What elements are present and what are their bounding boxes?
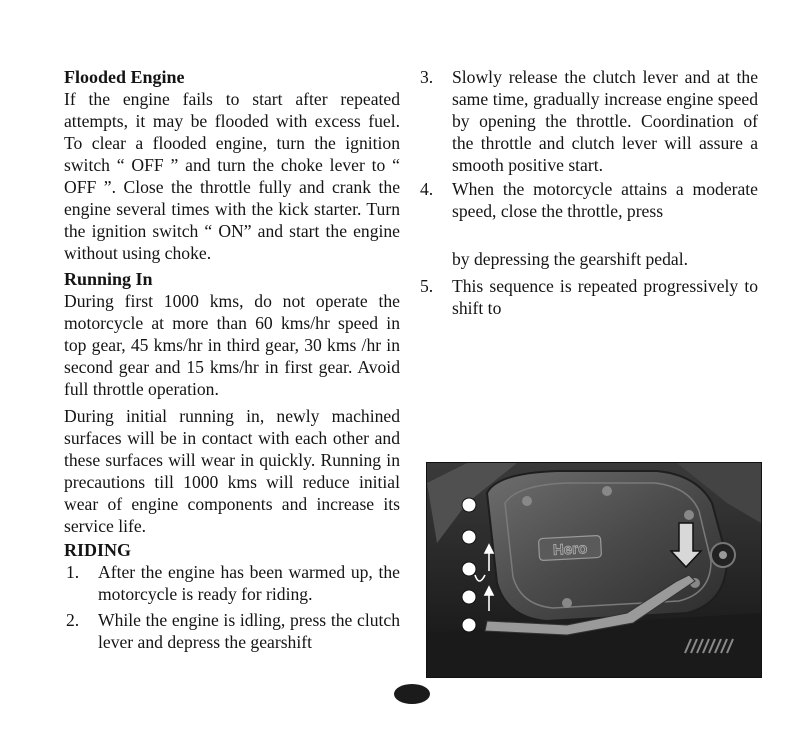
step-text: by depressing the gearshift pedal. xyxy=(452,249,688,269)
gear-marker xyxy=(462,590,476,604)
step-text: While the engine is idling, press the clutch lever and depress the gearshift xyxy=(98,610,400,652)
running-in-text-2: During initial running in, newly machined surfaces will be in contact with each other and these surfaces will wear in quickly. Running in precautions till 1000 kms will reduce initial wear of engine components and increase its service life. xyxy=(64,406,400,536)
running-in-heading: Running In xyxy=(64,269,153,289)
step-number: 1. xyxy=(66,562,80,582)
gear-marker xyxy=(462,530,476,544)
bolt xyxy=(562,598,572,608)
gear-marker xyxy=(462,498,476,512)
gear-marker xyxy=(462,562,476,576)
list-item xyxy=(418,178,758,222)
running-in-text-1: During first 1000 kms, do not operate the motorcycle at more than 60 kms/hr speed in top gear, 45 kms/hr in third gear, 30 kms /hr in second gear and 15 kms/hr in first gear. Avoid full throttle operation. xyxy=(64,291,400,399)
gearshift-pedal-photo xyxy=(426,462,762,678)
bolt xyxy=(684,510,694,520)
step-number xyxy=(418,248,452,270)
flooded-engine-text: If the engine fails to start after repeated attempts, it may be flooded with excess fuel. To clear a flooded engine, turn the ignition switch “ OFF ” and turn the choke lever to “ OFF ”. Close the throttle fully and crank the engine several times with the kick starter. Turn the ignition switch “ ON” and start the engine without using choke. xyxy=(64,89,400,263)
step-text: When the motorcycle attains a moderate speed, close the throttle, press xyxy=(452,179,758,221)
bolt xyxy=(522,496,532,506)
list-item xyxy=(64,561,400,605)
step-text: This sequence is repeated progressively to shift to xyxy=(452,276,758,318)
gear-marker xyxy=(462,618,476,632)
step-number: 2. xyxy=(66,610,80,630)
left-column xyxy=(64,66,400,653)
engine-illustration xyxy=(427,463,761,677)
list-item-continued xyxy=(418,248,758,270)
step-number: 3. xyxy=(420,67,434,87)
pedal-pivot-center xyxy=(719,551,727,559)
engine-cover-logo: Hero xyxy=(552,540,588,559)
step-text: After the engine has been warmed up, the motorcycle is ready for riding. xyxy=(98,562,400,604)
list-item xyxy=(64,609,400,653)
bolt xyxy=(602,486,612,496)
list-item xyxy=(418,66,758,176)
right-column xyxy=(418,66,758,319)
page-number-badge xyxy=(394,684,430,704)
step-number: 4. xyxy=(420,179,434,199)
flooded-engine-heading: Flooded Engine xyxy=(64,67,185,87)
step-text: Slowly release the clutch lever and at the same time, gradually increase engine speed by opening the throttle. Coordination of the throttle and clutch lever will assure a smooth positive start. xyxy=(452,67,758,175)
riding-heading: RIDING xyxy=(64,540,132,560)
step-number: 5. xyxy=(420,276,434,296)
list-item xyxy=(418,275,758,319)
